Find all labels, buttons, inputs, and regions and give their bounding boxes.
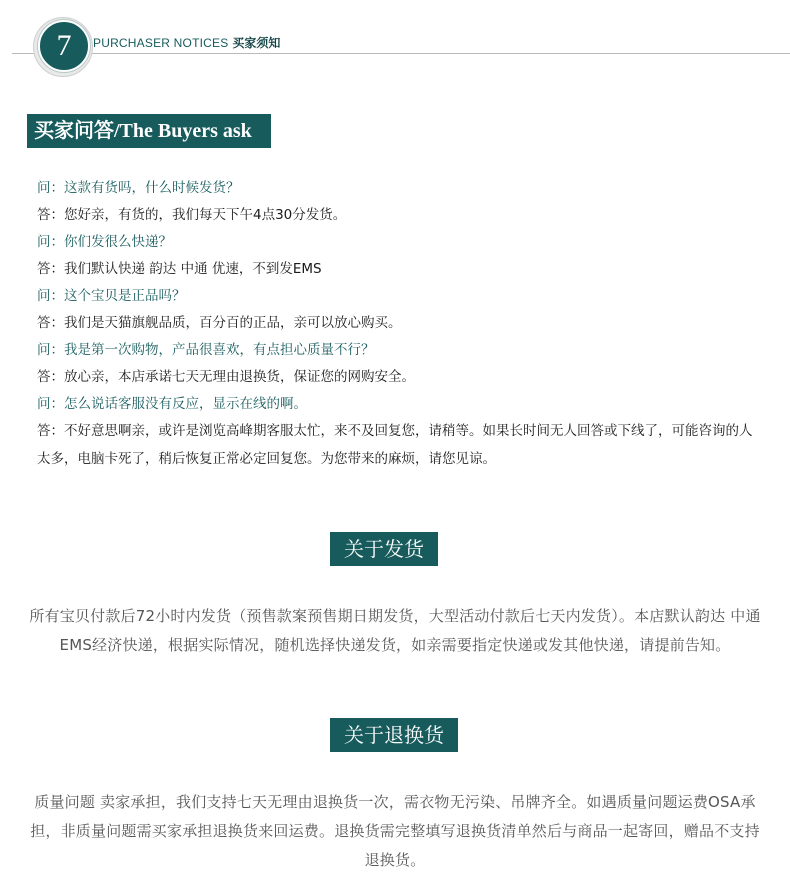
qa-answer: 答：我们是天猫旗舰品质，百分百的正品，亲可以放心购买。 bbox=[37, 315, 402, 331]
qa-list bbox=[37, 175, 757, 473]
header-title bbox=[93, 34, 280, 51]
section-header bbox=[0, 0, 790, 80]
qa-question: 问：这款有货吗，什么时候发货？ bbox=[37, 180, 240, 196]
header-divider bbox=[12, 53, 790, 54]
qa-answer: 答：您好亲，有货的，我们每天下午4点30分发货。 bbox=[37, 207, 347, 223]
qa-answer: 答：我们默认快递 韵达 中通 优速，不到发EMS bbox=[37, 261, 322, 277]
qa-section-title: 买家问答/The Buyers ask bbox=[27, 114, 271, 148]
shipping-title: 关于发货 bbox=[330, 532, 438, 566]
qa-question: 问：你们发很么快递？ bbox=[37, 234, 172, 250]
shipping-text: 所有宝贝付款后72小时内发货（预售款案预售期日期发货，大型活动付款后七天内发货）。本店默认韵达 中通 EMS经济快递，根据实际情况，随机选择快递发货，如亲需要指定快递或发其他快递，请提前告知。 bbox=[29, 607, 761, 654]
qa-question: 问：这个宝贝是正品吗？ bbox=[37, 288, 186, 304]
returns-title: 关于退换货 bbox=[330, 718, 458, 752]
qa-answer: 答：不好意思啊亲，或许是浏览高峰期客服太忙，来不及回复您，请稍等。如果长时间无人回答或下线了，可能咨询的人太多，电脑卡死了，稍后恢复正常必定回复您。为您带来的麻烦，请您见谅。 bbox=[37, 423, 753, 467]
header-title-cn: 买家须知 bbox=[232, 36, 281, 50]
section-number-badge: 7 bbox=[38, 20, 90, 72]
qa-question: 问：我是第一次购物，产品很喜欢，有点担心质量不行？ bbox=[37, 342, 375, 358]
qa-question: 问：怎么说话客服没有反应，显示在线的啊。 bbox=[37, 396, 307, 412]
header-title-en: PURCHASER NOTICES bbox=[93, 36, 229, 50]
returns-text: 质量问题 卖家承担，我们支持七天无理由退换货一次，需衣物无污染、吊牌齐全。如遇质量问题运费OSA承担，非质量问题需买家承担退换货来回运费。退换货需完整填写退换货清单然后与商品一起寄回，赠品不支持退换货。 bbox=[30, 793, 760, 869]
qa-answer: 答：放心亲，本店承诺七天无理由退换货，保证您的网购安全。 bbox=[37, 369, 415, 385]
